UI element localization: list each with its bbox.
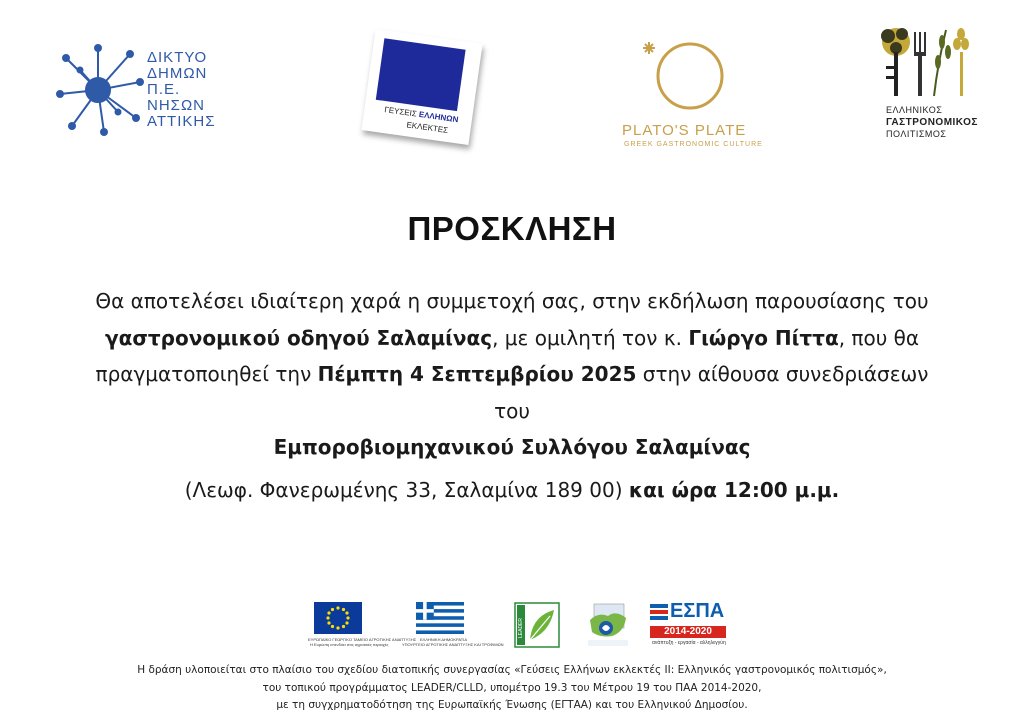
funding-footer (0, 662, 1024, 715)
platos-plate-logo (612, 38, 772, 156)
islands-map-icon (586, 602, 630, 650)
eu-caption-2: Η Ευρώπη επενδύει στις αγροτικές περιοχές (310, 642, 389, 647)
gastronomic-culture-logo (868, 22, 988, 147)
venue-name: Εμποροβιομηχανικού Συλλόγου Σαλαμίνας (273, 435, 751, 459)
caption-bold: ΕΛΛΗΝΩΝ (418, 109, 459, 125)
footer-line: Η δράση υλοποιείται στο πλαίσιο του σχεδίου διατοπικής συνεργασίας «Γεύσεις Ελλήνων εκλεκτές ΙΙ: Ελληνικός γαστρονομικός πολιτισμός», (137, 664, 887, 676)
logo-text-line: ΔΙΚΤΥΟ (147, 49, 208, 66)
address-text: (Λεωφ. Φανερωμένης 33, Σαλαμίνα 189 00) (184, 478, 629, 502)
eu-flag-icon (314, 602, 362, 634)
greek-republic-logo (402, 602, 504, 647)
network-municipalities-logo (52, 40, 232, 150)
espa-flag-icon (650, 604, 668, 622)
caption-plain: ΓΕΥΣΕΙΣ (383, 105, 420, 119)
plato-logo-tagline: GREEK GASTRONOMIC CULTURE (624, 141, 763, 148)
islands-map-logo (586, 602, 630, 650)
network-logo-text (147, 50, 216, 130)
greek-tastes-logo (360, 28, 490, 153)
logo-text-line: ΑΤΤΙΚΗΣ (147, 113, 216, 130)
leader-label: LEADER (518, 617, 524, 638)
invitation-title: ΠΡΟΣΚΛΗΣΗ (407, 210, 617, 247)
guide-name: γαστρονομικού οδηγού Σαλαμίνας (104, 325, 493, 350)
footer-line: του τοπικού προγράμματος LEADER/CLLD, υπομέτρο 19.3 του Μέτρου 19 του ΠΑΑ 2014-2020, (262, 681, 762, 694)
gr-caption-2: ΥΠΟΥΡΓΕΙΟ ΑΓΡΟΤΙΚΗΣ ΑΝΑΠΤΥΞΗΣ ΚΑΙ ΤΡΟΦΙΜΩΝ (402, 642, 504, 647)
logo-text-line: ΝΗΣΩΝ (147, 97, 205, 114)
plate-circle-icon (612, 38, 772, 122)
eu-caption: ΕΥΡΩΠΑΪΚΟ ΓΕΩΡΓΙΚΟ ΤΑΜΕΙΟ ΑΓΡΟΤΙΚΗΣ ΑΝΑΠΤΥΞΗΣ (308, 637, 417, 642)
logo-card (361, 29, 482, 145)
network-icon (52, 40, 147, 150)
gastro-logo-line: ΓΑΣΤΡΟΝΟΜΙΚΟΣ (886, 117, 978, 128)
logo-caption-line2: ΕΚΛΕΚΤΕΣ (405, 120, 449, 136)
event-time: και ώρα 12:00 μ.μ. (628, 478, 840, 502)
plato-logo-name: PLATO'S PLATE (622, 122, 747, 139)
logo-text-line: Π.Ε. (147, 81, 181, 98)
body-text-segment: στην αίθουσα συνεδριάσεων του (494, 362, 929, 423)
espa-years: 2014-2020 (650, 626, 726, 638)
gastro-logo-line: ΕΛΛΗΝΙΚΟΣ (886, 105, 943, 115)
tree-fork-wheat-icon (868, 22, 988, 104)
event-date: Πέμπτη 4 Σεπτεμβρίου 2025 (317, 362, 637, 386)
espa-motto: ανάπτυξη - εργασία - αλληλεγγύη (652, 640, 726, 646)
invitation-body (90, 283, 934, 466)
logo-text-line: ΔΗΜΩΝ (147, 65, 208, 82)
espa-name: ΕΣΠΑ (670, 600, 725, 622)
espa-logo (650, 602, 730, 650)
body-text-segment: , που θα πραγματοποιηθεί την (95, 325, 920, 386)
blue-square-icon (376, 38, 466, 111)
leader-logo (514, 602, 562, 648)
speaker-name: Γιώργο Πίττα (688, 325, 839, 350)
gastro-logo-line: ΠΟΛΙΤΙΣΜΟΣ (886, 129, 947, 139)
body-text-segment: Θα αποτελέσει ιδιαίτερη χαρά η συμμετοχή σας, στην εκδήλωση παρουσίασης του (95, 289, 929, 313)
gr-caption: ΕΛΛΗΝΙΚΗ ΔΗΜΟΚΡΑΤΙΑ (420, 637, 467, 642)
event-address (0, 478, 1024, 502)
eu-logo (308, 602, 417, 647)
greek-flag-icon (416, 602, 464, 634)
body-text-segment: , με ομιλητή τον κ. (492, 325, 689, 350)
footer-line: με τη συγχρηματοδότηση της Ευρωπαϊκής Ένωσης (ΕΓΤΑΑ) και του Ελληνικού Δημοσίου. (276, 699, 748, 711)
